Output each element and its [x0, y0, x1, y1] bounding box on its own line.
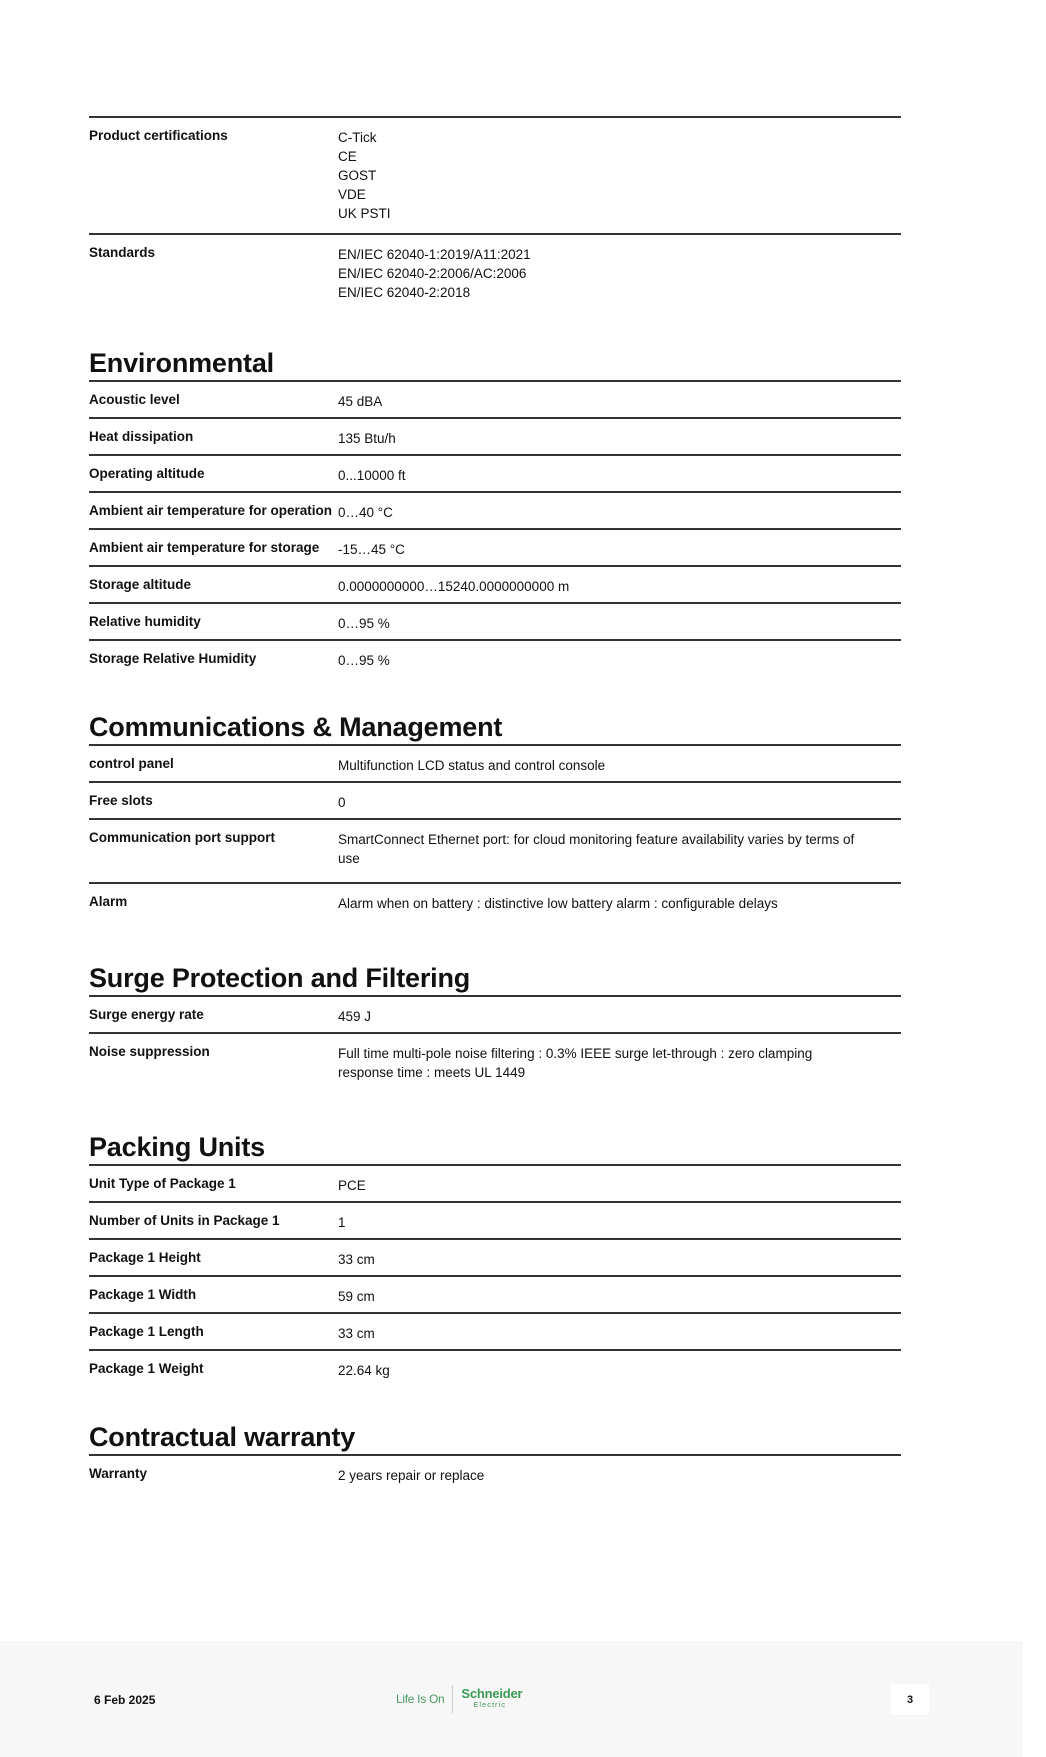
spec-row	[89, 882, 901, 927]
page-footer	[0, 1641, 1023, 1757]
spec-value	[338, 456, 901, 491]
spec-label: Alarm	[89, 894, 128, 909]
spec-row	[89, 417, 901, 454]
spec-value	[338, 997, 901, 1032]
spec-value-line: 1	[338, 1215, 346, 1230]
spec-value	[338, 530, 901, 565]
spec-row	[89, 1312, 901, 1349]
spec-section	[89, 1132, 901, 1386]
spec-value	[338, 1034, 901, 1096]
spec-row	[89, 1032, 901, 1096]
spec-value-line: UK PSTI	[338, 206, 391, 221]
section-title: Packing Units	[89, 1132, 901, 1166]
spec-label: Package 1 Height	[89, 1250, 201, 1265]
spec-value-line: VDE	[338, 187, 366, 202]
section-title: Environmental	[89, 348, 901, 382]
spec-row	[89, 528, 901, 565]
brand-name: Schneider	[461, 1686, 523, 1701]
spec-value	[338, 820, 901, 882]
spec-table	[89, 382, 901, 676]
spec-label: control panel	[89, 756, 174, 771]
spec-value	[338, 783, 901, 818]
spec-value-line: CE	[338, 149, 357, 164]
spec-value	[338, 884, 901, 927]
spec-value-line: 0...10000 ft	[338, 468, 406, 483]
spec-value	[338, 1351, 901, 1386]
spec-value-line: EN/IEC 62040-2:2018	[338, 285, 471, 300]
spec-row	[89, 1238, 901, 1275]
spec-label: Unit Type of Package 1	[89, 1176, 236, 1191]
spec-section	[89, 348, 901, 676]
spec-value	[338, 1240, 901, 1275]
spec-value	[338, 235, 901, 312]
footer-date: 6 Feb 2025	[94, 1693, 156, 1707]
spec-table	[89, 1456, 901, 1491]
spec-label: Ambient air temperature for operation	[89, 503, 333, 518]
spec-value-line: 0…95 %	[338, 653, 390, 668]
spec-label: Communication port support	[89, 830, 275, 845]
spec-label: Heat dissipation	[89, 429, 194, 444]
spec-value-line: 0.0000000000…15240.0000000000 m	[338, 579, 570, 594]
spec-value	[338, 1277, 901, 1312]
spec-row	[89, 1275, 901, 1312]
schneider-electric-logo	[461, 1688, 522, 1710]
spec-value	[338, 567, 901, 602]
spec-label: Storage altitude	[89, 577, 192, 592]
page-number: 3	[891, 1684, 929, 1715]
spec-row	[89, 491, 901, 528]
spec-row	[89, 1349, 901, 1386]
spec-section	[89, 1422, 901, 1491]
spec-value-line: SmartConnect Ethernet port: for cloud monitoring feature availability varies by terms of use	[338, 832, 859, 866]
spec-section	[89, 712, 901, 927]
spec-value-line: 33 cm	[338, 1252, 375, 1267]
spec-label: Noise suppression	[89, 1044, 210, 1059]
spec-row	[89, 1166, 901, 1201]
spec-value-line: GOST	[338, 168, 377, 183]
spec-table	[89, 1166, 901, 1386]
spec-row	[89, 781, 901, 818]
spec-value-line: 45 dBA	[338, 394, 383, 409]
spec-row	[89, 1201, 901, 1238]
spec-value-line: 135 Btu/h	[338, 431, 396, 446]
spec-row	[89, 602, 901, 639]
spec-value-line: 33 cm	[338, 1326, 375, 1341]
spec-label: Storage Relative Humidity	[89, 651, 257, 666]
spec-value-line: C-Tick	[338, 130, 377, 145]
spec-value	[338, 419, 901, 454]
spec-row	[89, 454, 901, 491]
spec-row	[89, 639, 901, 676]
spec-row	[89, 233, 901, 312]
spec-label: Free slots	[89, 793, 153, 808]
spec-value-line: 59 cm	[338, 1289, 375, 1304]
spec-row	[89, 1456, 901, 1491]
spec-value	[338, 118, 901, 233]
spec-value	[338, 1314, 901, 1349]
spec-value-line: 0…95 %	[338, 616, 390, 631]
spec-value	[338, 604, 901, 639]
spec-value-line: -15…45 °C	[338, 542, 405, 557]
spec-label: Standards	[89, 245, 156, 260]
spec-row	[89, 118, 901, 233]
spec-label: Number of Units in Package 1	[89, 1213, 280, 1228]
spec-row	[89, 382, 901, 417]
spec-value-line: 2 years repair or replace	[338, 1468, 485, 1483]
spec-value-line: PCE	[338, 1178, 366, 1193]
spec-value-line: Alarm when on battery : distinctive low battery alarm : configurable delays	[338, 896, 778, 911]
spec-label: Package 1 Weight	[89, 1361, 204, 1376]
spec-label: Package 1 Length	[89, 1324, 204, 1339]
spec-label: Surge energy rate	[89, 1007, 204, 1022]
spec-value-line: Multifunction LCD status and control console	[338, 758, 606, 773]
spec-section	[89, 963, 901, 1096]
spec-value	[338, 641, 901, 676]
spec-document	[89, 116, 901, 1491]
spec-label: Acoustic level	[89, 392, 180, 407]
spec-value-line: EN/IEC 62040-1:2019/A11:2021	[338, 247, 531, 262]
section-title: Communications & Management	[89, 712, 901, 746]
spec-label: Relative humidity	[89, 614, 201, 629]
spec-value	[338, 1203, 901, 1238]
spec-value-line: 0…40 °C	[338, 505, 393, 520]
spec-table	[89, 746, 901, 927]
spec-row	[89, 746, 901, 781]
section-title: Contractual warranty	[89, 1422, 901, 1456]
spec-table	[89, 997, 901, 1096]
spec-value	[338, 493, 901, 528]
spec-value	[338, 382, 901, 417]
spec-value-line: EN/IEC 62040-2:2006/AC:2006	[338, 266, 527, 281]
spec-section	[89, 116, 901, 312]
spec-value	[338, 746, 901, 781]
spec-label: Product certifications	[89, 128, 228, 143]
spec-label: Ambient air temperature for storage	[89, 540, 320, 555]
spec-value	[338, 1456, 901, 1491]
spec-label: Package 1 Width	[89, 1287, 197, 1302]
spec-table	[89, 118, 901, 312]
spec-label: Warranty	[89, 1466, 148, 1481]
spec-value-line: 22.64 kg	[338, 1363, 390, 1378]
spec-row	[89, 818, 901, 882]
spec-row	[89, 565, 901, 602]
spec-value-line: 0	[338, 795, 346, 810]
brand-tagline: Life Is On	[396, 1692, 445, 1706]
brand-subname: Electric	[473, 1700, 506, 1709]
spec-value	[338, 1166, 901, 1201]
spec-row	[89, 997, 901, 1032]
brand-logo	[396, 1684, 522, 1714]
spec-value-line: 459 J	[338, 1009, 372, 1024]
brand-separator	[452, 1685, 453, 1713]
spec-value-line: Full time multi-pole noise filtering : 0.3% IEEE surge let-through : zero clamping response time : meets UL 1449	[338, 1046, 816, 1080]
spec-label: Operating altitude	[89, 466, 205, 481]
section-title: Surge Protection and Filtering	[89, 963, 901, 997]
